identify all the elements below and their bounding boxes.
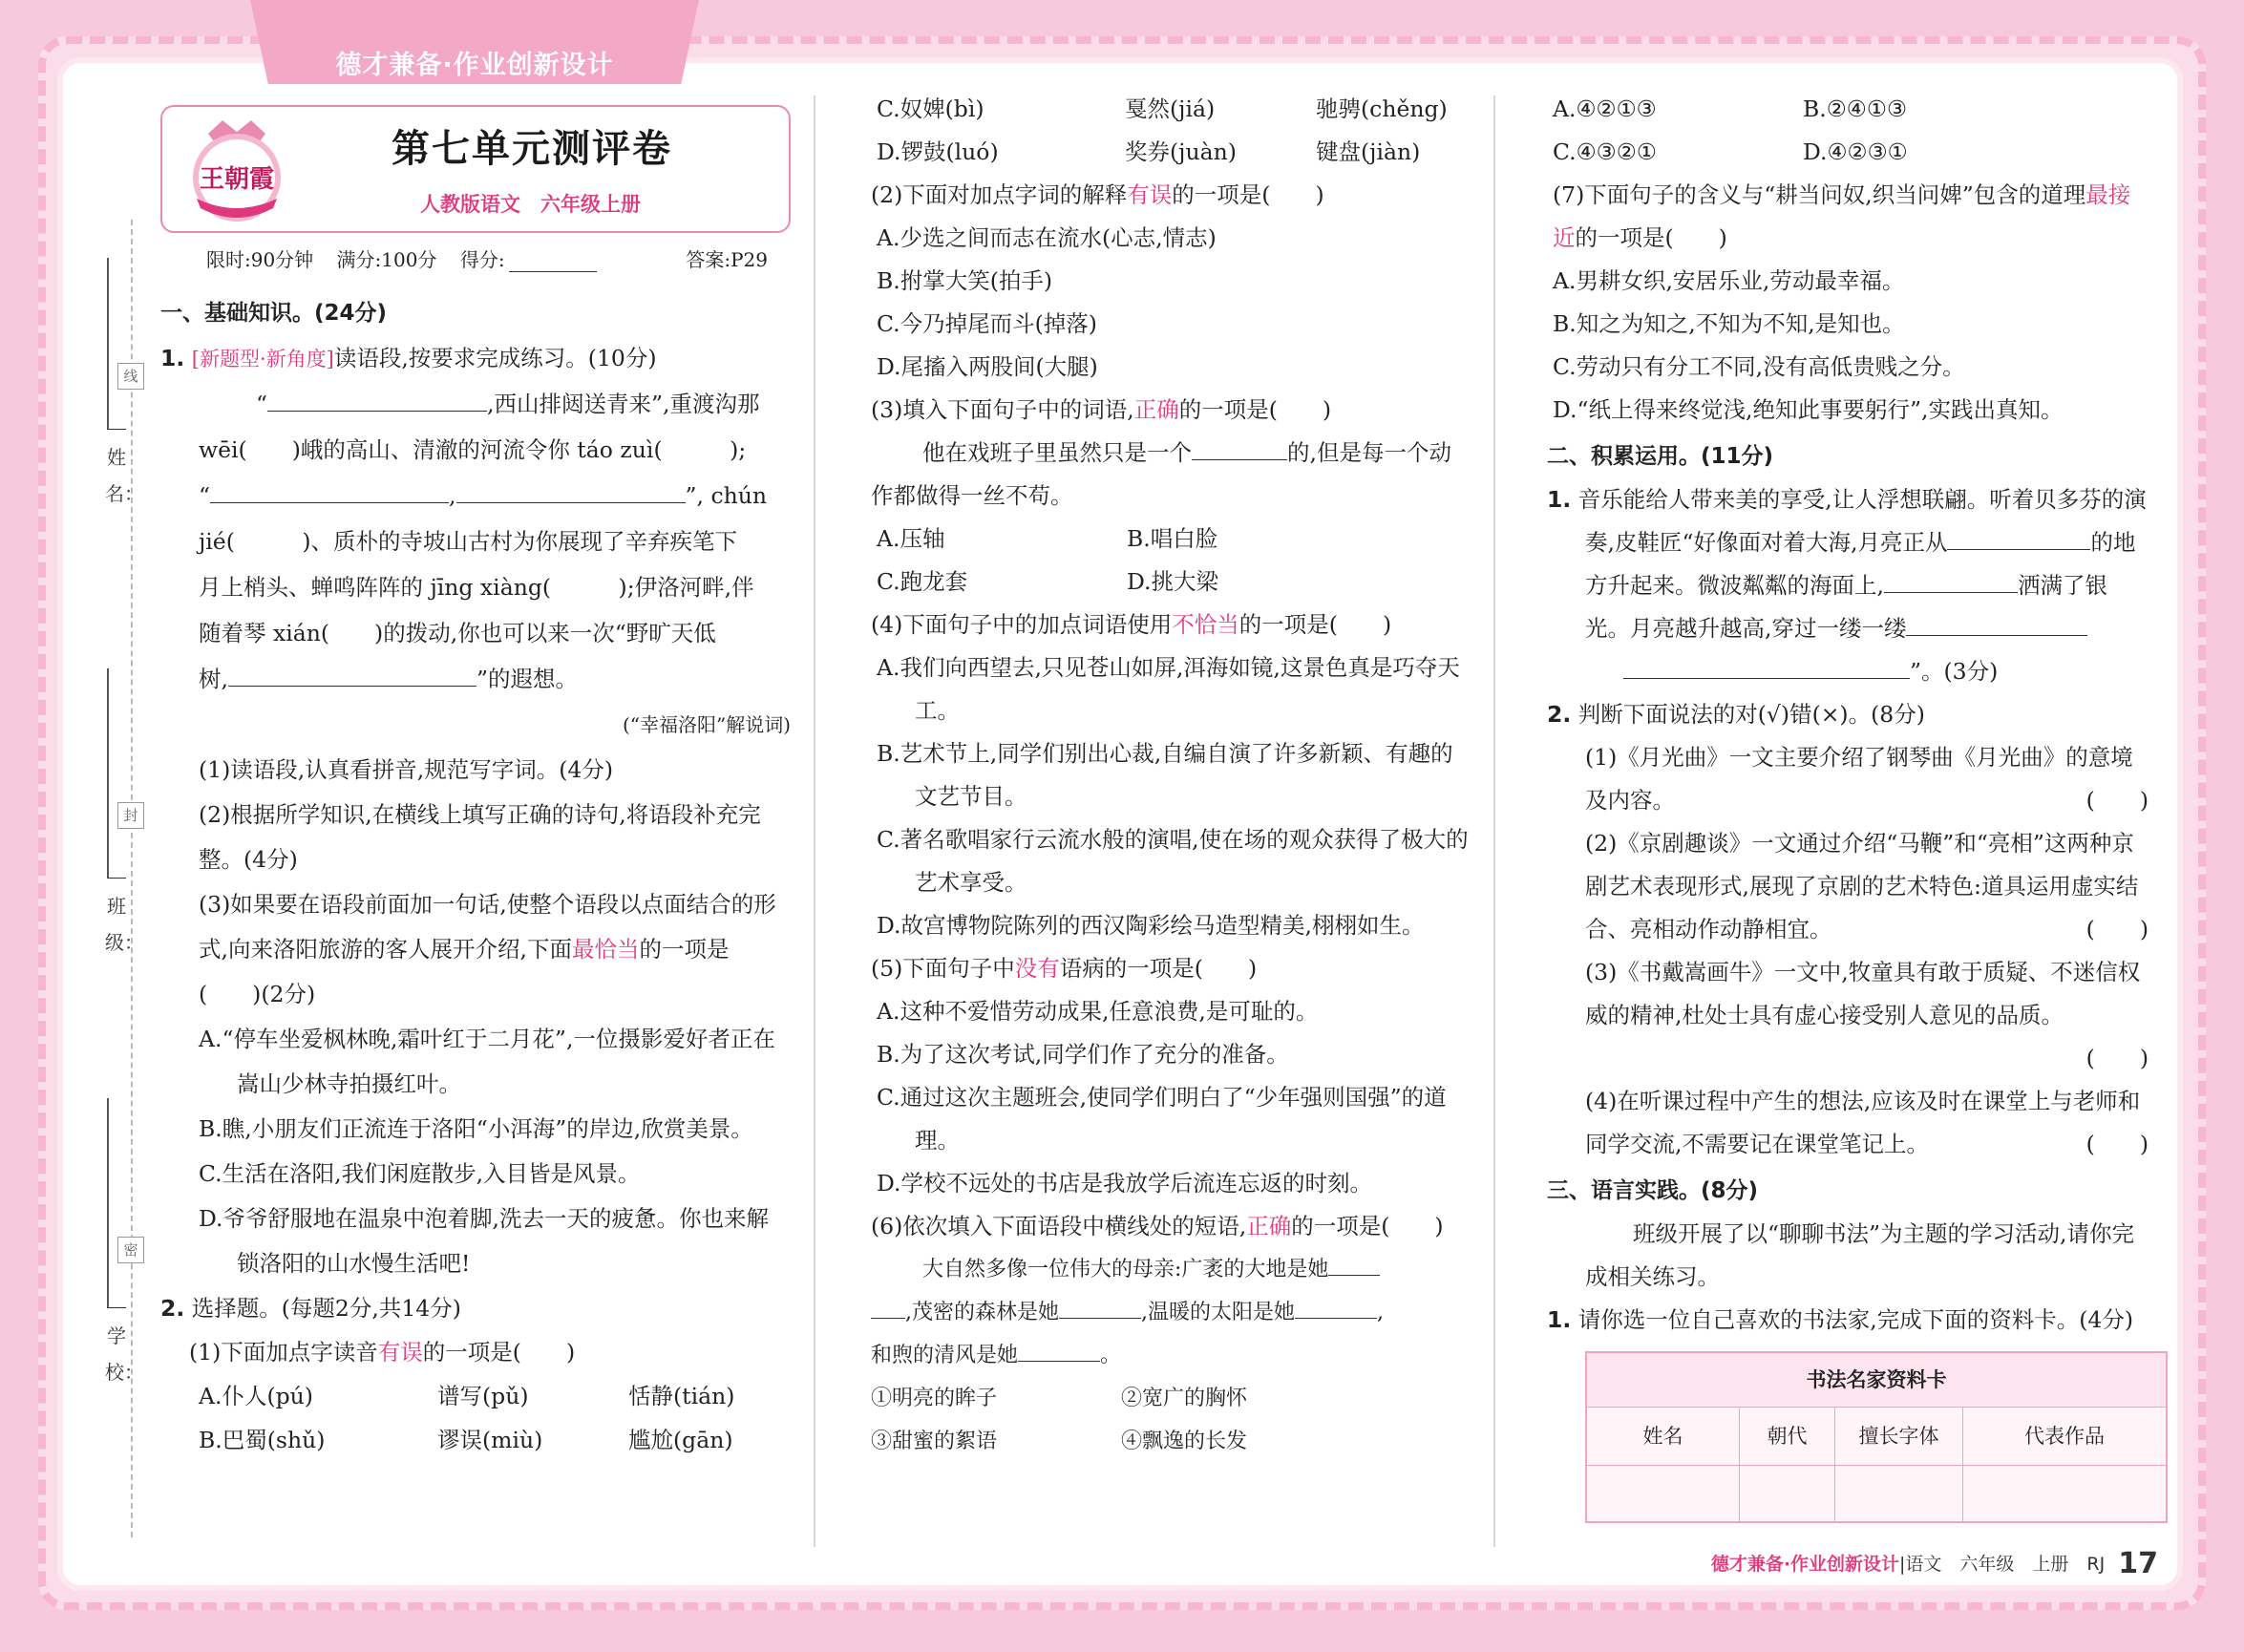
score-field[interactable] [509, 251, 597, 272]
series-title: 德才兼备·作业创新设计 [335, 51, 614, 80]
q2-6-option[interactable]: C.④③②① [1553, 138, 1657, 165]
s2-q2-text: 判断下面说法的对(√)错(×)。(8分) [1577, 701, 1925, 728]
q2-5-option[interactable]: B.为了这次考试,同学们作了充分的准备。 [877, 1041, 1289, 1068]
s2-q2 [1547, 693, 2149, 736]
q1-sub3 [199, 882, 791, 1017]
pinyin-option[interactable]: 谱写(pǔ) [437, 1383, 529, 1409]
pinyin-option[interactable]: 戛然(jiá) [1125, 95, 1216, 122]
q2-7-text: 的一项是( ) [1575, 224, 1727, 251]
q2-6-items-row-1 [871, 1377, 1469, 1420]
card-data-row [1587, 1466, 2166, 1521]
q2-6-passage-text: 和煦的清风是她 [871, 1344, 1019, 1367]
q1-sub3-emphasis: 最恰当 [571, 936, 640, 963]
seal-mark-seal: 封 [117, 802, 144, 829]
q2-6-passage-text: ,温暖的太阳是她 [1141, 1301, 1295, 1324]
s2-q1-text: 的地方升起来。微波粼粼的海面上, [1585, 529, 2136, 599]
card-cell[interactable] [1587, 1466, 1740, 1521]
passage-text: 树, [199, 666, 228, 692]
judge-3-answer[interactable]: ( ) [2085, 1045, 2149, 1071]
section-3-heading: 三、语言实践。(8分) [1547, 1178, 1759, 1203]
q2-7-option[interactable]: D.“纸上得来终觉浅,绝知此事要躬行”,实践出真知。 [1553, 396, 2064, 423]
section-1-heading: 一、基础知识。(24分) [160, 301, 388, 326]
logo-text: 王朝霞 [199, 165, 275, 194]
q2-5 [871, 947, 1469, 990]
poem-blank[interactable] [267, 387, 487, 412]
q2-3-text: (3)填入下面句子中的词语, [871, 396, 1134, 423]
paper-title: 第七单元测评卷 [392, 127, 672, 171]
card-header: 朝代 [1740, 1408, 1835, 1465]
phrase-blank[interactable] [1059, 1294, 1141, 1319]
q2-3-option[interactable]: D.挑大梁 [1127, 568, 1218, 595]
time-limit: 限时:90分钟 [206, 248, 314, 271]
section-2-heading: 二、积累运用。(11分) [1547, 444, 1774, 469]
q2-4-option[interactable]: B.艺术节上,同学们别出心裁,自编自演了许多新颖、有趣的文艺节目。 [877, 740, 1453, 810]
passage-text: “ [199, 482, 211, 509]
pinyin-option[interactable]: 奖券(juàn) [1125, 138, 1237, 165]
q1-passage [160, 381, 791, 748]
pinyin-option[interactable]: 恬静(tián) [628, 1383, 735, 1409]
q2-3-options-row-2 [871, 561, 1469, 604]
judge-2-text: (2)《京剧趣谈》一文通过介绍“马鞭”和“亮相”这两种京剧艺术表现形式,展现了京剧的艺术特色:道具运用虚实结合、亮相动作动静相宜。 [1585, 830, 2139, 942]
q2-5-text: (5)下面句子中 [871, 955, 1015, 982]
pinyin-option[interactable]: B.巴蜀(shǔ) [199, 1427, 326, 1453]
s3-q1-number: 1. [1547, 1306, 1572, 1333]
q2-2-emphasis: 有误 [1127, 181, 1173, 208]
q2-6-option[interactable]: A.④②①③ [1553, 95, 1657, 122]
q1-sub2: (2)根据所学知识,在横线上填写正确的诗句,将语段补充完整。(4分) [199, 801, 761, 873]
column-2 [871, 88, 1469, 1463]
q2-2-option[interactable]: D.尾搐入两股间(大腿) [877, 353, 1098, 380]
q2-3-sentence-text: 的,但是每一个动作都做得一丝不苟。 [871, 439, 1451, 509]
judge-3 [1585, 951, 2149, 1080]
s3-intro: 班级开展了以“聊聊书法”为主题的学习活动,请你完成相关练习。 [1585, 1220, 2134, 1290]
q2-7-emphasis: 最接近 [1553, 181, 2131, 251]
judge-4-answer[interactable]: ( ) [2085, 1131, 2149, 1157]
q2-2-text: (2)下面对加点字词的解释 [871, 181, 1128, 208]
pinyin-option[interactable]: A.仆人(pú) [199, 1383, 313, 1409]
q2-1-row-2 [160, 1418, 791, 1462]
q2-4-emphasis: 不恰当 [1172, 611, 1239, 638]
q2-2 [871, 174, 1469, 217]
score-label: 得分: [459, 248, 505, 271]
q2-5-emphasis: 没有 [1014, 955, 1060, 982]
answer-ref: 答案:P29 [686, 248, 768, 271]
school-label: 学校： [105, 1324, 143, 1384]
q1-option-c[interactable]: C.生活在洛阳,我们闲庭散步,入目皆是风景。 [199, 1160, 641, 1187]
pinyin-option[interactable]: 驰骋(chěng) [1316, 95, 1448, 122]
q2-6-answers-row-2 [1547, 131, 2149, 174]
s2-q1 [1547, 478, 2149, 693]
q2-6-item: ③甜蜜的絮语 [871, 1430, 998, 1453]
passage-source: (“幸福洛阳”解说词) [622, 713, 791, 736]
binding-dashed-line [131, 220, 133, 1537]
card-title: 书法名家资料卡 [1587, 1353, 2166, 1408]
q1-sub1: (1)读语段,认真看拼音,规范写字词。(4分) [199, 756, 614, 783]
q2-6-text: (6)依次填入下面语段中横线处的短语, [871, 1213, 1247, 1239]
passage-text: ,西山排闼送青来”,重渡沟那 [487, 391, 760, 417]
full-score: 满分:100分 [336, 248, 437, 271]
q2-text: 选择题。(每题2分,共14分) [191, 1295, 461, 1322]
q2-6-item: ②宽广的胸怀 [1121, 1387, 1248, 1410]
s2-q2-number: 2. [1547, 701, 1572, 728]
class-label: 班级： [105, 895, 143, 954]
judge-3-text: (3)《书戴嵩画牛》一文中,牧童具有敢于质疑、不迷信权威的精神,杜处士具有虚心接受别人意见的品质。 [1585, 959, 2141, 1028]
seal-mark-line: 线 [117, 363, 144, 390]
q2-5-option[interactable]: A.这种不爱惜劳动成果,任意浪费,是可耻的。 [877, 998, 1319, 1025]
q2-6-passage-text: , [1377, 1301, 1384, 1324]
q2-2-option[interactable]: C.今乃掉尾而斗(掉落) [877, 310, 1097, 337]
q2-4-text: (4)下面句子中的加点词语使用 [871, 611, 1173, 638]
q2-2-option[interactable]: B.拊掌大笑(拍手) [877, 267, 1053, 294]
page-number: 17 [2118, 1547, 2158, 1580]
q2-1 [160, 1330, 791, 1374]
column-1 [160, 88, 791, 1462]
q2-1-row-1 [160, 1374, 791, 1418]
binding-strip [76, 220, 153, 1528]
card-cell[interactable] [1963, 1466, 2166, 1521]
q2-6-item: ④飘逸的长发 [1121, 1430, 1248, 1453]
q2-4 [871, 604, 1469, 646]
column-divider [814, 95, 815, 1547]
q2-3-options-row-1 [871, 518, 1469, 561]
q1-number: 1. [160, 345, 185, 371]
q2-5-option[interactable]: D.学校不远处的书店是我放学后流连忘返的时刻。 [877, 1170, 1372, 1197]
judge-4 [1585, 1080, 2149, 1166]
q2-4-option[interactable]: C.著名歌唱家行云流水般的演唱,使在场的观众获得了极大的艺术享受。 [877, 826, 1469, 896]
q2-6-passage-text: ,茂密的森林是她 [905, 1301, 1059, 1324]
paper-subtitle: 人教版语文 六年级上册 [420, 193, 641, 216]
card-header: 姓名 [1587, 1408, 1740, 1465]
q2-stem [160, 1286, 791, 1330]
q2-1-row-4 [871, 131, 1469, 174]
card-header: 擅长字体 [1835, 1408, 1963, 1465]
q1-sub3-text: (3)如果要在语段前面加一句话,使整个语段以点面结合的形式,向来洛阳旅游的客人展开介绍,下面 [199, 891, 776, 963]
passage-text: wēi( )峨的高山、清澈的河流令你 táo zuì( ); [199, 436, 747, 463]
q2-6-text: 的一项是( ) [1291, 1213, 1444, 1239]
phrase-blank[interactable] [1018, 1337, 1100, 1362]
q2-3-emphasis: 正确 [1133, 396, 1179, 423]
passage-text: 月上梢头、蝉鸣阵阵的 jīng xiàng( );伊洛河畔,伴 [199, 574, 754, 601]
q2-3-text: 的一项是( ) [1178, 396, 1332, 423]
q2-4-text: 的一项是( ) [1238, 611, 1392, 638]
word-blank[interactable] [1192, 435, 1287, 460]
pinyin-option[interactable]: C.奴婢(bì) [877, 95, 984, 122]
q2-1-row-3 [871, 88, 1469, 131]
card-header-row [1587, 1408, 2166, 1466]
text-blank[interactable] [1906, 611, 2087, 636]
judge-1-answer[interactable]: ( ) [2085, 787, 2149, 814]
q2-6-option[interactable]: D.④②③① [1803, 138, 1908, 165]
name-field[interactable] [107, 258, 126, 430]
q2-6-item: ①明亮的眸子 [871, 1387, 998, 1410]
poem-blank[interactable] [228, 662, 476, 687]
q2-7-option[interactable]: B.知之为知之,不知为不知,是知也。 [1553, 310, 1905, 337]
text-blank[interactable] [1884, 568, 2018, 593]
calligrapher-card [1585, 1351, 2168, 1523]
class-field[interactable] [107, 668, 126, 879]
title-box [160, 105, 791, 233]
q2-5-option[interactable]: C.通过这次主题班会,使同学们明白了“少年强则国强”的道理。 [877, 1084, 1447, 1154]
s2-q1-text: ”。(3分) [1910, 658, 1999, 685]
pinyin-option[interactable]: 尴尬(gān) [628, 1427, 733, 1453]
phrase-blank[interactable] [871, 1294, 905, 1319]
card-header: 代表作品 [2024, 1425, 2105, 1448]
poem-blank[interactable] [210, 478, 449, 503]
q2-3-sentence [871, 432, 1469, 518]
pinyin-option[interactable]: D.锣鼓(luó) [877, 138, 999, 165]
text-blank[interactable] [1623, 654, 1910, 679]
judge-4-text: (4)在听课过程中产生的想法,应该及时在课堂上与老师和同学交流,不需要记在课堂笔记上。 [1585, 1088, 2141, 1157]
passage-text: ”的遐想。 [476, 666, 578, 692]
footer-brand: 德才兼备·作业创新设计 [1710, 1554, 1900, 1575]
text-blank[interactable] [1947, 525, 2090, 550]
column-3 [1547, 88, 2149, 1523]
q1-option-b[interactable]: B.瞧,小朋友们正流连于洛阳“小洱海”的岸边,欣赏美景。 [199, 1115, 753, 1142]
judge-2-answer[interactable]: ( ) [2085, 916, 2149, 942]
school-field[interactable] [107, 1098, 126, 1308]
q2-2-option[interactable]: A.少选之间而志在流水(心志,情志) [877, 224, 1217, 251]
q1-text: 读语段,按要求完成练习。(10分) [333, 345, 657, 371]
q2-6-emphasis: 正确 [1246, 1213, 1292, 1239]
phrase-blank[interactable] [1295, 1294, 1377, 1319]
exam-meta [160, 241, 791, 279]
q2-5-text: 语病的一项是( ) [1059, 955, 1258, 982]
judge-2 [1585, 822, 2149, 951]
judge-1 [1585, 736, 2149, 822]
q2-1-emphasis: 有误 [377, 1339, 423, 1366]
page-footer [1711, 1547, 2158, 1580]
q2-3-option[interactable]: B.唱白脸 [1127, 525, 1218, 552]
q2-6-option[interactable]: B.②④①③ [1803, 95, 1908, 122]
q2-6-passage [871, 1248, 1469, 1377]
q2-7-option[interactable]: A.男耕女织,安居乐业,劳动最幸福。 [1553, 267, 1905, 294]
s3-q1 [1547, 1299, 2149, 1342]
q1-stem [160, 337, 791, 381]
passage-text: ”, chún [685, 482, 768, 509]
judge-1-text: (1)《月光曲》一文主要介绍了钢琴曲《月光曲》的意境及内容。 [1585, 744, 2133, 814]
q2-2-text: 的一项是( ) [1172, 181, 1324, 208]
q2-7-option[interactable]: C.劳动只有分工不同,没有高低贵贱之分。 [1553, 353, 1965, 380]
pinyin-option[interactable]: 谬误(miù) [437, 1427, 543, 1453]
q2-6-answers-row-1 [1547, 88, 2149, 131]
q2-1-text: (1)下面加点字读音 [189, 1339, 378, 1366]
column-divider [1493, 95, 1495, 1547]
q1-option-d[interactable]: D.爷爷舒服地在温泉中泡着脚,洗去一天的疲惫。你也来解锁洛阳的山水慢生活吧! [199, 1205, 769, 1277]
q2-3 [871, 389, 1469, 432]
passage-text: , [449, 482, 456, 509]
q2-4-option[interactable]: A.我们向西望去,只见苍山如屏,洱海如镜,这景色真是巧夺天工。 [877, 654, 1460, 724]
q2-3-option[interactable]: C.跑龙套 [877, 568, 968, 595]
q1-option-a[interactable]: A.“停车坐爱枫林晚,霜叶红于二月花”,一位摄影爱好者正在嵩山少林寺拍摄红叶。 [199, 1026, 775, 1097]
card-cell[interactable] [1835, 1466, 1963, 1521]
passage-text: jié( )、质朴的寺坡山古村为你展现了辛弃疾笔下 [199, 528, 738, 555]
pinyin-option[interactable]: 键盘(jiàn) [1316, 138, 1421, 165]
phrase-blank[interactable] [1328, 1251, 1380, 1276]
s2-q1-number: 1. [1547, 486, 1572, 513]
q2-7 [1547, 174, 2149, 260]
footer-info: |语文 六年级 上册 RJ [1899, 1554, 2106, 1575]
q2-number: 2. [160, 1295, 185, 1322]
s3-q1-text: 请你选一位自己喜欢的书法家,完成下面的资料卡。(4分) [1577, 1306, 2134, 1333]
q2-6-passage-text: 大自然多像一位伟大的母亲:广袤的大地是她 [922, 1258, 1329, 1281]
q2-6-items-row-2 [871, 1420, 1469, 1463]
q2-3-sentence-text: 他在戏班子里虽然只是一个 [922, 439, 1192, 466]
poem-blank[interactable] [456, 478, 686, 503]
seal-mark-secret: 密 [117, 1237, 144, 1263]
card-cell[interactable] [1740, 1466, 1835, 1521]
q2-1-text: 的一项是( ) [422, 1339, 576, 1366]
s2-q1-text: 音乐能给人带来美的享受,让人浮想联翩。听着贝多芬的演奏,皮鞋匠“好像面对着大海,月亮正从 [1577, 486, 2147, 556]
q2-6 [871, 1205, 1469, 1248]
s2-q1-text: 洒满了银光。月亮越升越高,穿过一缕一缕 [1585, 572, 2107, 642]
q1-tag: [新题型·新角度] [191, 348, 334, 371]
passage-text: 随着琴 xián( )的拨动,你也可以来一次“野旷天低 [199, 620, 716, 646]
q2-4-option[interactable]: D.故宫博物院陈列的西汉陶彩绘马造型精美,栩栩如生。 [877, 912, 1425, 939]
q2-7-text: (7)下面句子的含义与“耕当问奴,织当问婢”包含的道理 [1553, 181, 2086, 208]
q1-sub3-text: 的一项是( )(2分) [199, 936, 730, 1007]
name-label: 姓名： [105, 446, 143, 505]
q2-6-passage-text: 。 [1100, 1344, 1122, 1367]
q2-3-option[interactable]: A.压轴 [877, 525, 945, 552]
publisher-logo-icon [180, 113, 294, 227]
passage-text: “ [256, 391, 268, 417]
